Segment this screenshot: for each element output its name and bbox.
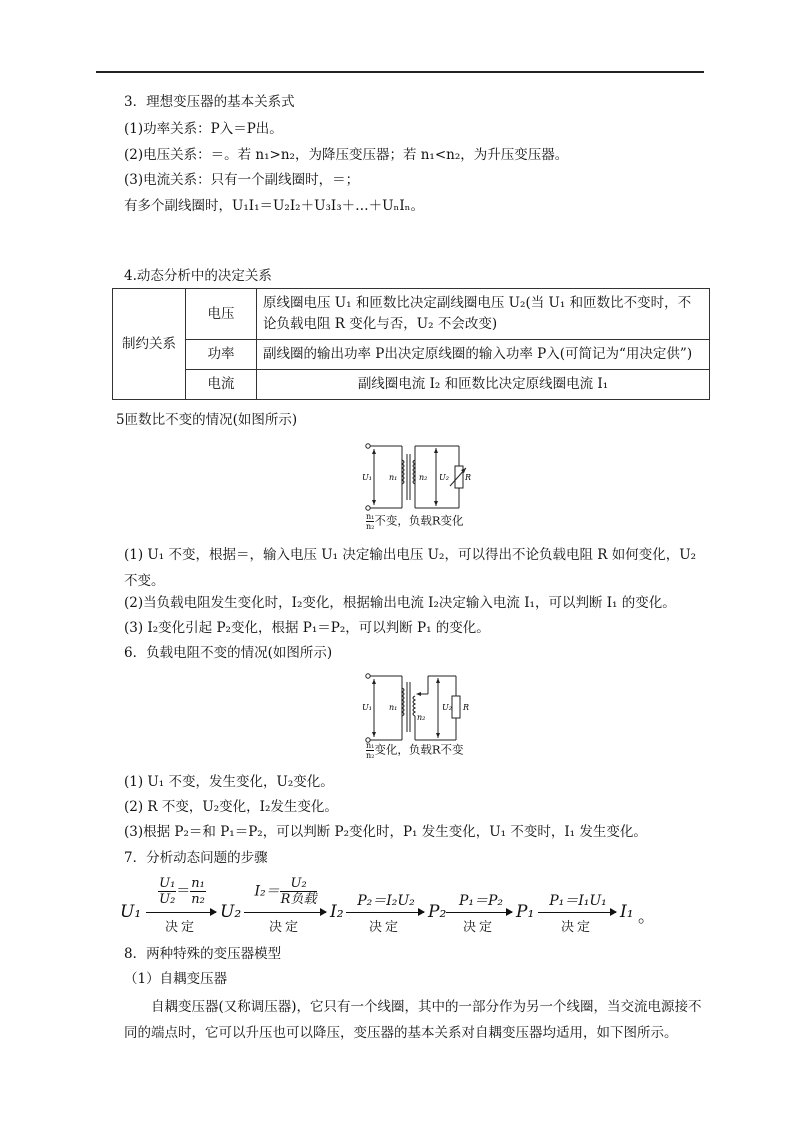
caption-frac-den: n₂ — [366, 751, 375, 760]
arrow-1-condition — [148, 876, 216, 907]
row-name-current: 电流 — [186, 370, 257, 400]
circuit-diagram-fixed-load — [364, 670, 474, 750]
section-3-title: 3．理想变压器的基本关系式 — [124, 94, 295, 110]
label-n2: n₂ — [419, 473, 428, 482]
s5-point-1: (1) U₁ 不变，根据＝，输入电压 U₁ 决定输出电压 U₂，可以得出不论负载电阻 R 如何变化，U₂ 不变。 — [124, 547, 696, 589]
row-text-current: 副线圈电流 I₂ 和匝数比决定原线圈电流 I₁ — [257, 370, 710, 400]
arrow-2-decide: 决定 — [268, 920, 301, 935]
header-rule — [96, 71, 704, 73]
arrow-5-condition: P₁＝I₁U₁ — [549, 893, 607, 909]
a2-den: R负载 — [280, 892, 317, 907]
arrow-3-condition: P₂＝I₂U₂ — [357, 893, 415, 909]
chain-u2: U₂ — [220, 902, 242, 922]
row-name-power: 功率 — [186, 340, 257, 370]
label-u1: U₁ — [362, 703, 372, 712]
caption-text: 不变，负载R变化 — [374, 513, 464, 528]
row-name-voltage: 电压 — [186, 289, 257, 340]
arrow-2 — [244, 912, 326, 913]
a1-eq: ＝ — [176, 883, 191, 900]
row-text-power: 副线圈的输出功率 P出决定原线圈的输入功率 P入(可简记为“用决定供”) — [257, 340, 710, 370]
label-r: R — [465, 473, 472, 482]
arrow-1 — [146, 912, 216, 913]
a2-num: U₂ — [280, 876, 318, 892]
label-n1: n₁ — [389, 473, 398, 482]
a1-rden: n₂ — [191, 892, 205, 907]
caption-frac-num: n₁ — [366, 741, 375, 750]
figure-caption-fixed-load — [366, 741, 464, 760]
caption-text: 变化，负载R不变 — [374, 742, 464, 757]
arrow-4 — [446, 912, 512, 913]
section-6-title: 6．负载电阻不变的情况(如图所示) — [124, 645, 333, 661]
label-n1: n₁ — [389, 703, 398, 712]
caption-frac-num: n₁ — [366, 512, 375, 521]
arrow-4-decide: 决定 — [462, 920, 495, 935]
label-u2: U₂ — [442, 703, 452, 712]
circuit-diagram-fixed-ratio — [364, 440, 474, 520]
chain-i1: I₁ — [620, 902, 634, 922]
label-u1: U₁ — [362, 473, 372, 482]
chain-u1: U₁ — [120, 902, 142, 922]
s3-multi-coil-relation: 有多个副线圈时，U₁I₁＝U₂I₂＋U₃I₃＋…＋UₙIₙ。 — [124, 198, 424, 214]
a1-rnum: n₁ — [191, 876, 205, 891]
figure-caption-fixed-ratio — [366, 512, 464, 531]
section-8-title: 8．两种特殊的变压器模型 — [124, 946, 282, 962]
table-row — [113, 340, 710, 370]
s3-power-relation: (1)功率关系：P入＝P出。 — [124, 121, 283, 137]
label-n2: n₂ — [417, 713, 426, 722]
arrow-5-decide: 决定 — [560, 920, 593, 935]
s3-voltage-relation: (2)电压关系：＝。若 n₁>n₂，为降压变压器；若 n₁<n₂，为升压变压器。 — [124, 147, 569, 163]
table-row — [113, 289, 710, 340]
row-text-voltage: 原线圈电压 U₁ 和匝数比决定副线圈电压 U₂(当 U₁ 和匝数比不变时，不论负载电阻 R 变化与否，U₂ 不会改变) — [257, 289, 710, 340]
section-5-title: 5匝数比不变的情况(如图所示) — [116, 412, 298, 428]
a2-left: I₂＝ — [254, 883, 280, 900]
caption-frac-den: n₂ — [366, 522, 375, 531]
arrow-5 — [538, 912, 616, 913]
label-u2: U₂ — [439, 473, 449, 482]
analysis-step-chain — [120, 868, 680, 938]
s5-point-3: (3) I₂变化引起 P₂变化，根据 P₁＝P₂，可以判断 P₁ 的变化。 — [124, 620, 490, 636]
s5-point-2: (2)当负载电阻发生变化时，I₂变化，根据输出电流 I₂决定输入电流 I₁，可以判断 I₁ 的变化。 — [124, 595, 676, 611]
arrow-1-decide: 决定 — [164, 920, 197, 935]
section-8-subtitle: （1）自耦变压器 — [124, 971, 228, 987]
section-8-paragraph: 自耦变压器(又称调压器)，它只有一个线圈，其中的一部分作为另一个线圈，当交流电源接不同的端点时，它可以升压也可以降压，变压器的基本关系对自耦变压器均适用，如下图所示。 — [124, 999, 702, 1041]
table-header-cell: 制约关系 — [113, 289, 186, 400]
section-7-title: 7．分析动态问题的步骤 — [124, 850, 268, 866]
table-row — [113, 370, 710, 400]
s3-current-relation: (3)电流关系：只有一个副线圈时，＝； — [124, 172, 360, 188]
chain-p1: P₁ — [516, 902, 535, 922]
chain-end: 。 — [638, 907, 655, 927]
section-4-title: 4.动态分析中的决定关系 — [124, 268, 272, 284]
s6-point-3: (3)根据 P₂＝和 P₁＝P₂，可以判断 P₂变化时，P₁ 发生变化，U₁ 不变时，I₁ 发生变化。 — [124, 824, 647, 840]
arrow-3-decide: 决定 — [368, 920, 401, 935]
s6-point-2: (2) R 不变，U₂变化，I₂发生变化。 — [124, 799, 338, 815]
a1-den: U₂ — [159, 892, 176, 907]
chain-p2: P₂ — [428, 902, 447, 922]
label-r: R — [463, 703, 470, 712]
decision-relation-table — [112, 288, 710, 400]
a1-num: U₁ — [159, 876, 176, 891]
s6-point-1: (1) U₁ 不变，发生变化，U₂变化。 — [124, 774, 334, 790]
arrow-3 — [346, 912, 424, 913]
chain-i2: I₂ — [330, 902, 344, 922]
arrow-4-condition: P₁＝P₂ — [458, 893, 504, 909]
arrow-2-condition — [244, 876, 328, 907]
